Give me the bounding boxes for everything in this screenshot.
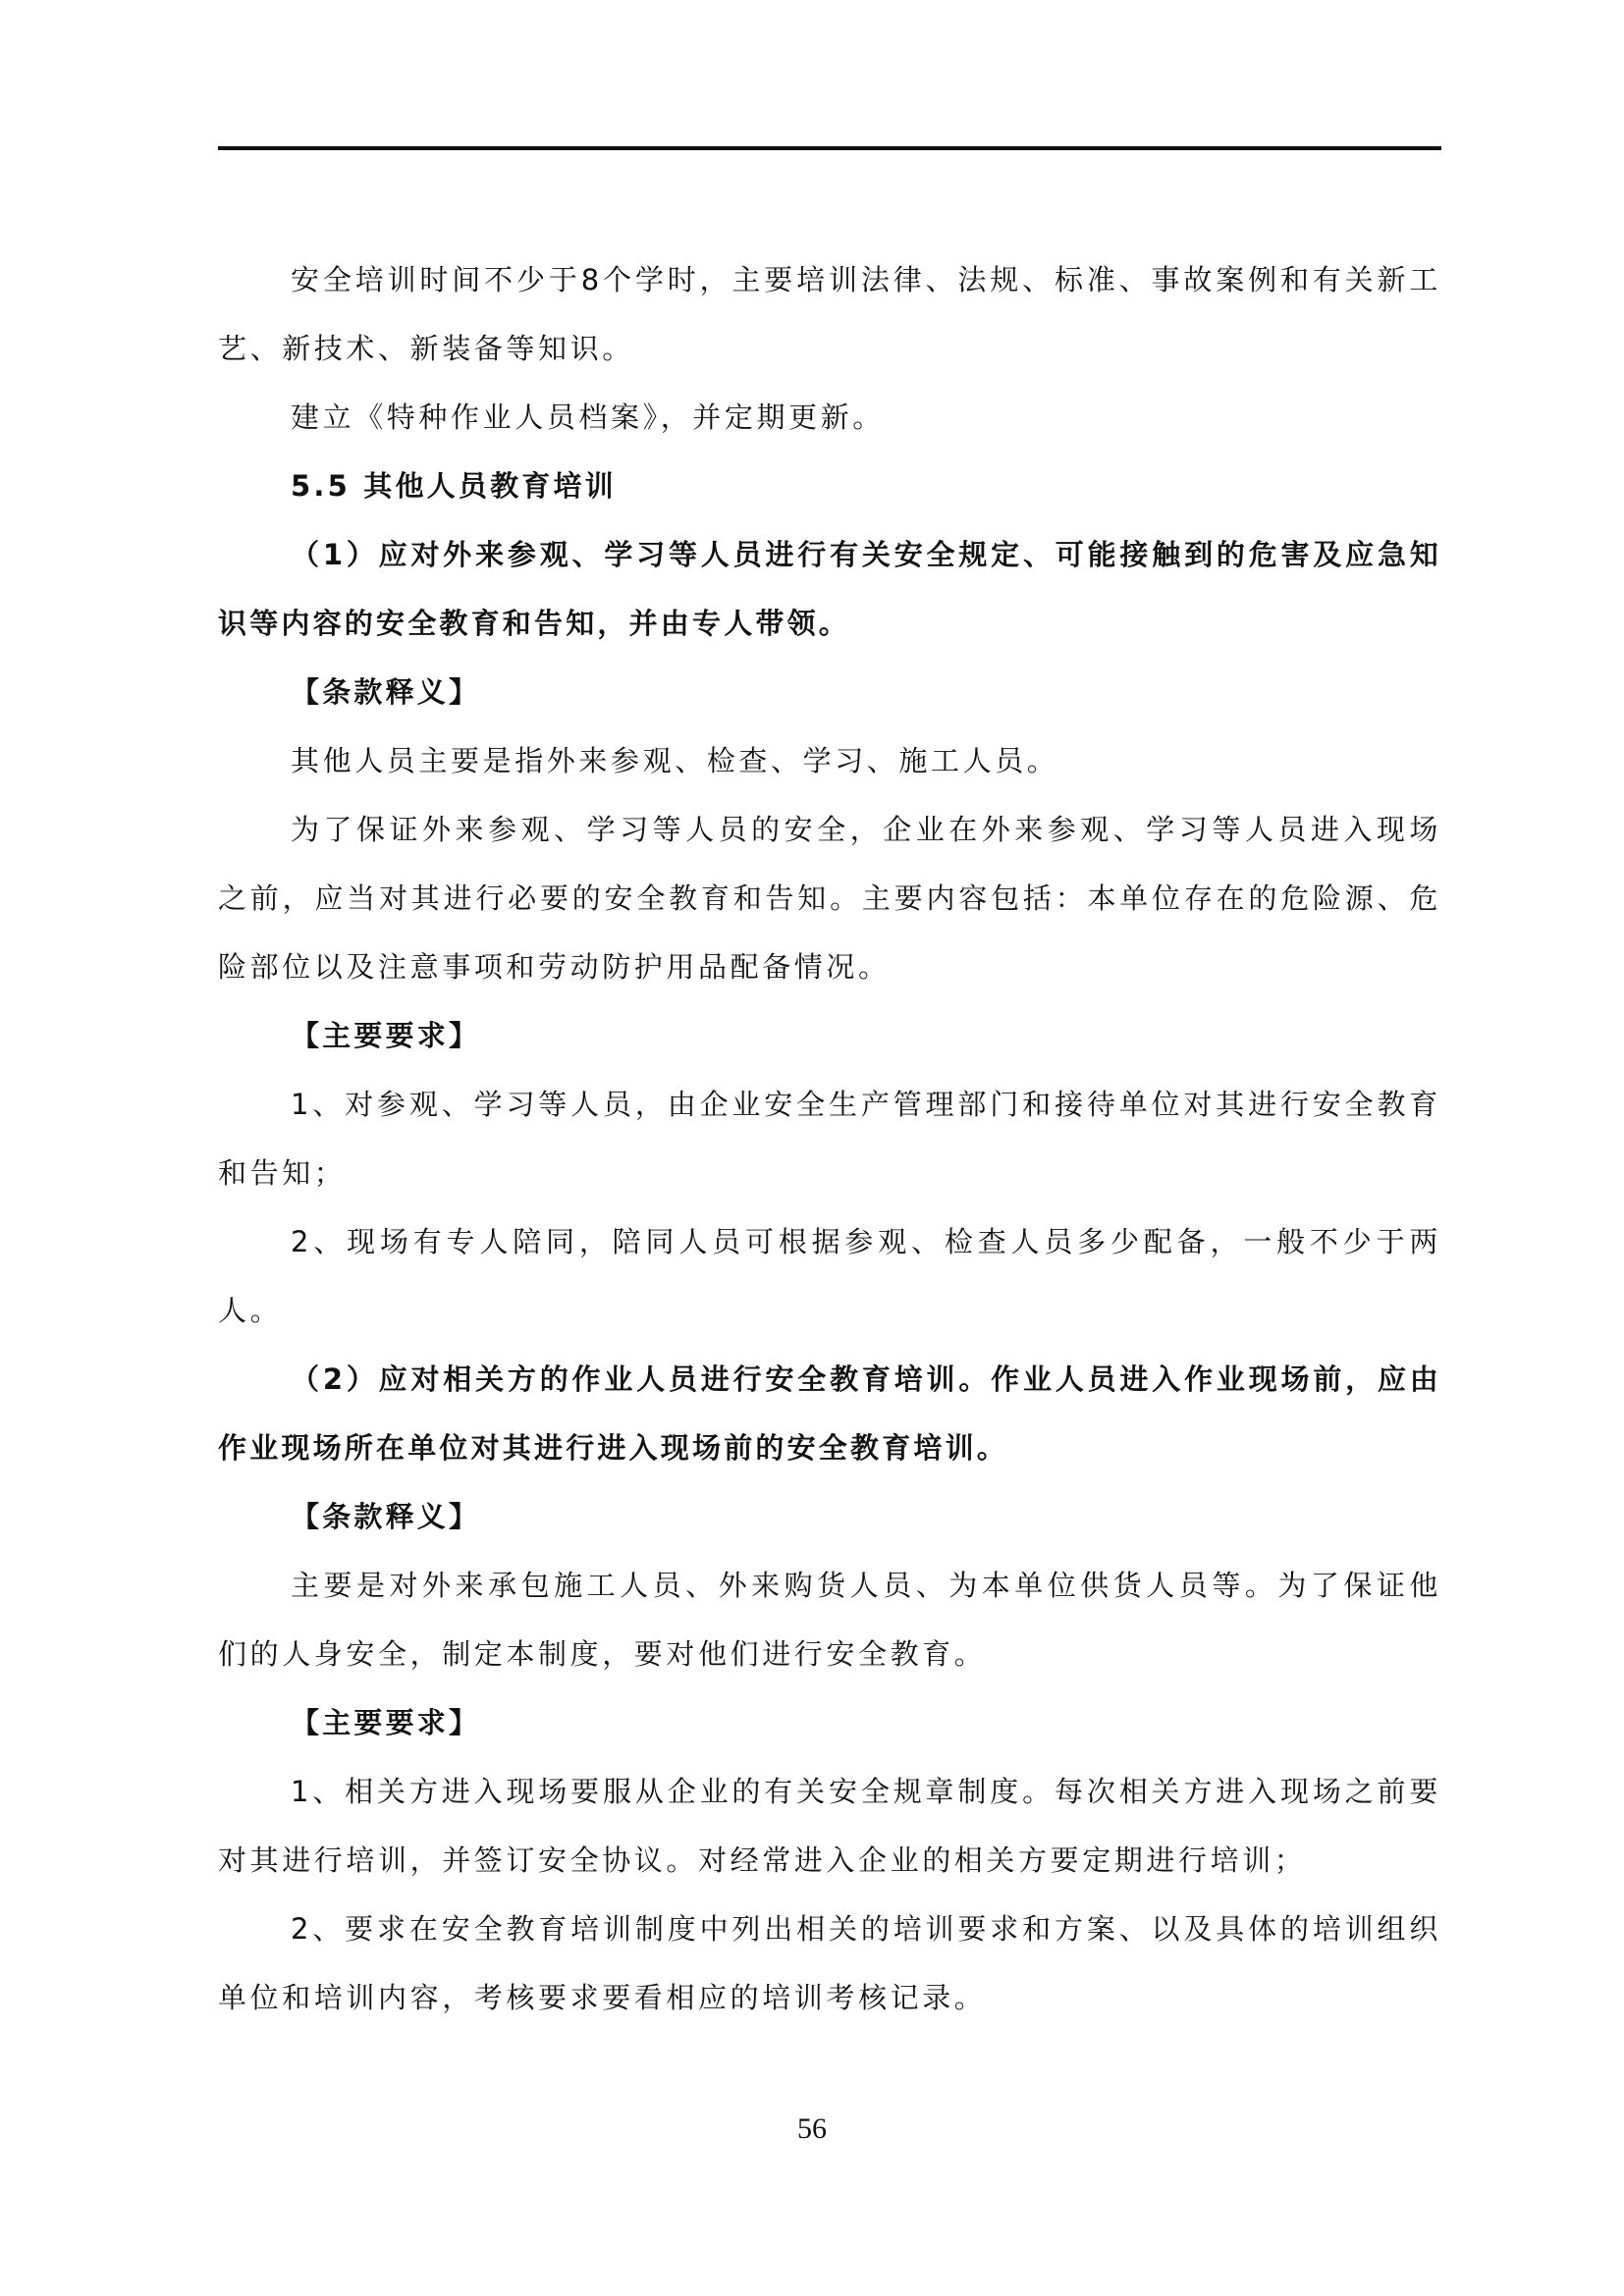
requirement-item-1: 1、相关方进入现场要服从企业的有关安全规章制度。每次相关方进入现场之前要对其进行培训，并签订安全协议。对经常进入企业的相关方要定期进行培训； (218, 1775, 1441, 1877)
paragraph-special-operator-archive: 建立《特种作业人员档案》，并定期更新。 (291, 400, 885, 434)
clause-interpretation-heading: 【条款释义】 (291, 1500, 481, 1533)
requirement-item-1: 1、对参观、学习等人员，由企业安全生产管理部门和接待单位对其进行安全教育和告知； (218, 1088, 1441, 1190)
page-number: 56 (797, 2112, 827, 2145)
requirement-item-2: 2、要求在安全教育培训制度中列出相关的培训要求和方案、以及具体的培训组织单位和培训内容，考核要求要看相应的培训考核记录。 (218, 1912, 1441, 2014)
document-body (218, 245, 1441, 2032)
paragraph-visitor-safety: 为了保证外来参观、学习等人员的安全，企业在外来参观、学习等人员进入现场之前，应当对其进行必要的安全教育和告知。主要内容包括：本单位存在的危险源、危险部位以及注意事项和劳动防护用品配备情况。 (218, 813, 1441, 984)
paragraph-contractor-safety: 主要是对外来承包施工人员、外来购货人员、为本单位供货人员等。为了保证他们的人身安全，制定本制度，要对他们进行安全教育。 (218, 1569, 1441, 1671)
section-heading-5-5: 5.5 其他人员教育培训 (291, 469, 617, 503)
requirement-item-2: 2、现场有专人陪同，陪同人员可根据参观、检查人员多少配备，一般不少于两人。 (218, 1225, 1441, 1327)
paragraph-training-hours: 安全培训时间不少于8个学时，主要培训法律、法规、标准、事故案例和有关新工艺、新技术、新装备等知识。 (218, 263, 1441, 365)
main-requirements-heading: 【主要要求】 (291, 1019, 481, 1052)
clause-1-text: （1）应对外来参观、学习等人员进行有关安全规定、可能接触到的危害及应急知识等内容的安全教育和告知，并由专人带领。 (218, 538, 1441, 640)
clause-2-text: （2）应对相关方的作业人员进行安全教育培训。作业人员进入作业现场前，应由作业现场所在单位对其进行进入现场前的安全教育培训。 (218, 1362, 1441, 1465)
main-requirements-heading: 【主要要求】 (291, 1706, 481, 1739)
header-rule (218, 146, 1441, 150)
paragraph-other-personnel-definition: 其他人员主要是指外来参观、检查、学习、施工人员。 (291, 744, 1059, 777)
clause-interpretation-heading: 【条款释义】 (291, 675, 481, 709)
